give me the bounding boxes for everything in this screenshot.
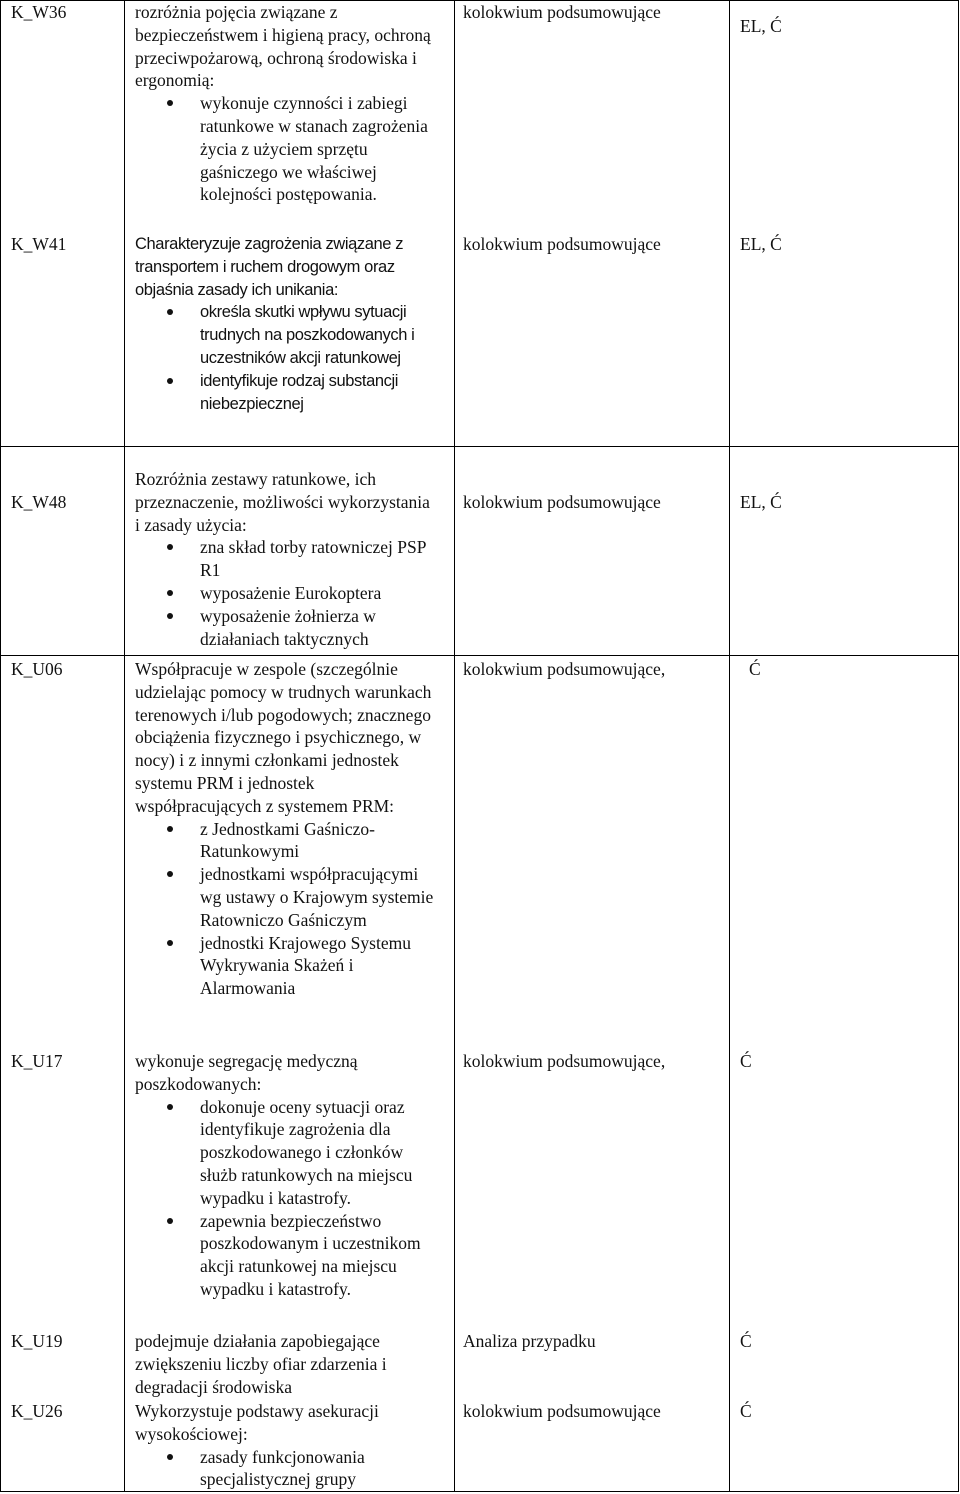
outcome-code: K_W36 [11,2,67,22]
outcome-code: K_U06 [11,659,63,679]
effect-cell [730,656,959,1492]
code-cell [1,1,125,447]
assessment-form: kolokwium podsumowujące [463,2,661,22]
outcome-code: K_U26 [11,1401,63,1421]
assessment-form-cell [455,447,730,656]
effect-marker [740,1,954,233]
bullet-list [135,301,434,415]
bullet-list [135,818,434,1000]
effect-marker [740,233,954,256]
outcome-intro: Rozróżnia zestawy ratunkowe, ich przeznaczenie, możliwości wykorzystania i zasady użycia: [135,469,430,535]
assessment-form-cell [455,1,730,447]
assessment-form: kolokwium podsumowujące [463,1401,661,1421]
list-item: wyposażenie Eurokoptera [135,582,434,605]
outcome-code: K_U19 [11,1331,63,1351]
effect-value: Ć [749,659,761,679]
effect-value: EL, Ć [740,492,782,512]
list-item: identyfikuje rodzaj substancji niebezpiecznej [135,370,434,416]
outcome-section [135,1050,434,1330]
outcome-section [135,1,434,233]
outcome-intro: podejmuje działania zapobiegające zwiększeniu liczby ofiar zdarzenia i degradacji środowiska [135,1331,387,1397]
code-cell [1,447,125,656]
bullet-list [135,92,434,206]
list-item: jednostkami współpracującymi wg ustawy o Krajowym systemie Ratowniczo Gaśniczym [135,863,434,931]
effect-value: Ć [740,1401,752,1421]
description-cell [125,447,455,656]
outcome-intro: Współpracuje w zespole (szczególnie udzielając pomocy w trudnych warunkach terenowych i/lub pogodowych; znacznego obciążenia fizycznego i psychicznego, w nocy) i z innymi członkami jednostek systemu PRM i jednostek współpracujących z systemem PRM: [135,659,432,816]
effect-cell [730,1,959,447]
assessment-form: kolokwium podsumowujące, [463,659,666,679]
assessment-form: kolokwium podsumowujące [463,492,661,512]
assessment-form: kolokwium podsumowujące [463,234,661,254]
list-item: zapewnia bezpieczeństwo poszkodowanym i uczestnikom akcji ratunkowej na miejscu wypadku i katastrofy. [135,1210,434,1301]
list-item: określa skutki wpływu sytuacji trudnych na poszkodowanych i uczestników akcji ratunkowej [135,301,434,369]
list-item: wyposażenie żołnierza w działaniach taktycznych [135,605,434,651]
bullet-list [135,536,434,650]
table-row [1,447,959,656]
outcome-intro: rozróżnia pojęcia związane z bezpieczeństwem i higieną pracy, ochroną przeciwpożarową, ochroną środowiska i ergonomią: [135,2,431,91]
effect-cell [730,447,959,656]
effect-value: Ć [740,1051,752,1071]
effect-value: EL, Ć [740,234,782,254]
table-row [1,656,959,1492]
bullet-list [135,1096,434,1301]
outcome-code: K_W48 [11,492,67,512]
outcome-intro: Wykorzystuje podstawy asekuracji wysokościowej: [135,1401,379,1444]
outcome-section [135,1400,434,1491]
outcome-section [135,1330,434,1400]
outcome-intro: Charakteryzuje zagrożenia związane z transportem i ruchem drogowym oraz objaśnia zasady ich unikania: [135,235,404,299]
effect-value: Ć [740,1331,752,1351]
outcome-intro: wykonuje segregację medyczną poszkodowanych: [135,1051,358,1094]
assessment-form-cell [455,656,730,1492]
effect-value: EL, Ć [740,16,782,36]
outcome-code: K_W41 [11,234,67,254]
list-item: wykonuje czynności i zabiegi ratunkowe w stanach zagrożenia życia z użyciem sprzętu gaśniczego we właściwej kolejności postępowania. [135,92,434,206]
list-item: jednostki Krajowego Systemu Wykrywania Skażeń i Alarmowania [135,932,434,1000]
description-cell [125,1,455,447]
outcome-section [135,468,434,650]
outcome-section [135,658,434,1050]
list-item: zasady funkcjonowania specjalistycznej grupy [135,1446,434,1492]
bullet-list [135,1446,434,1492]
code-cell [1,656,125,1492]
list-item: dokonuje oceny sytuacji oraz identyfikuje zagrożenia dla poszkodowanego i członków służb ratunkowych na miejscu wypadku i katastrofy. [135,1096,434,1210]
description-cell [125,656,455,1492]
list-item: zna skład torby ratowniczej PSP R1 [135,536,434,582]
table-row [1,1,959,447]
assessment-form: Analiza przypadku [463,1331,596,1351]
outcome-section [135,233,434,415]
outcome-code: K_U17 [11,1051,63,1071]
list-item: z Jednostkami Gaśniczo-Ratunkowymi [135,818,434,864]
assessment-form: kolokwium podsumowujące, [463,1051,666,1071]
